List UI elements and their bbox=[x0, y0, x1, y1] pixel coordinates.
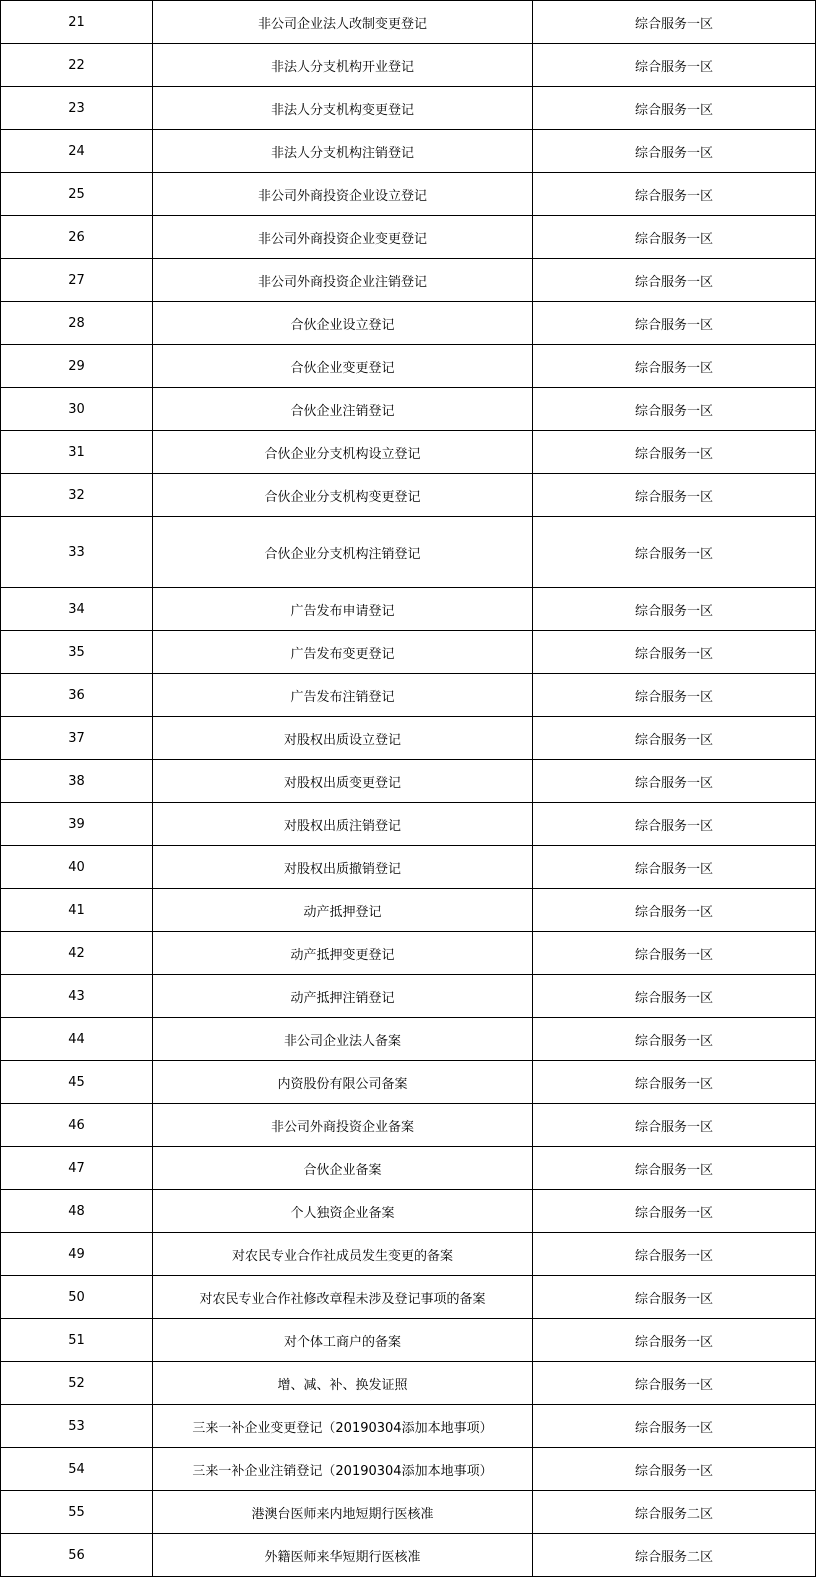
row-number: 30 bbox=[1, 388, 153, 431]
service-name: 三来一补企业变更登记（20190304添加本地事项） bbox=[153, 1405, 533, 1448]
row-number: 41 bbox=[1, 889, 153, 932]
table-row bbox=[1, 130, 816, 173]
table-row bbox=[1, 1, 816, 44]
table-row bbox=[1, 87, 816, 130]
table-row bbox=[1, 1362, 816, 1405]
table-row bbox=[1, 760, 816, 803]
service-area: 综合服务一区 bbox=[533, 173, 816, 216]
service-name: 非公司外商投资企业变更登记 bbox=[153, 216, 533, 259]
table-row bbox=[1, 1534, 816, 1577]
service-name: 广告发布申请登记 bbox=[153, 588, 533, 631]
table-row bbox=[1, 674, 816, 717]
service-area: 综合服务一区 bbox=[533, 517, 816, 588]
service-area: 综合服务一区 bbox=[533, 130, 816, 173]
service-name: 港澳台医师来内地短期行医核准 bbox=[153, 1491, 533, 1534]
row-number: 27 bbox=[1, 259, 153, 302]
table-row bbox=[1, 1190, 816, 1233]
table-row bbox=[1, 345, 816, 388]
row-number: 35 bbox=[1, 631, 153, 674]
table-row bbox=[1, 1018, 816, 1061]
row-number: 23 bbox=[1, 87, 153, 130]
service-area: 综合服务一区 bbox=[533, 302, 816, 345]
service-area: 综合服务一区 bbox=[533, 388, 816, 431]
table-row bbox=[1, 431, 816, 474]
service-area: 综合服务一区 bbox=[533, 1018, 816, 1061]
service-area: 综合服务一区 bbox=[533, 1190, 816, 1233]
service-name: 非法人分支机构开业登记 bbox=[153, 44, 533, 87]
service-name: 合伙企业分支机构变更登记 bbox=[153, 474, 533, 517]
service-area: 综合服务一区 bbox=[533, 588, 816, 631]
table-row bbox=[1, 1319, 816, 1362]
service-area: 综合服务一区 bbox=[533, 44, 816, 87]
service-area: 综合服务一区 bbox=[533, 803, 816, 846]
table-row bbox=[1, 474, 816, 517]
service-name: 非法人分支机构变更登记 bbox=[153, 87, 533, 130]
service-name: 合伙企业设立登记 bbox=[153, 302, 533, 345]
table-row bbox=[1, 803, 816, 846]
service-name: 合伙企业分支机构设立登记 bbox=[153, 431, 533, 474]
row-number: 44 bbox=[1, 1018, 153, 1061]
service-area: 综合服务二区 bbox=[533, 1491, 816, 1534]
row-number: 28 bbox=[1, 302, 153, 345]
row-number: 56 bbox=[1, 1534, 153, 1577]
table-row bbox=[1, 44, 816, 87]
row-number: 33 bbox=[1, 517, 153, 588]
row-number: 29 bbox=[1, 345, 153, 388]
service-name: 三来一补企业注销登记（20190304添加本地事项） bbox=[153, 1448, 533, 1491]
row-number: 45 bbox=[1, 1061, 153, 1104]
service-name: 非法人分支机构注销登记 bbox=[153, 130, 533, 173]
table-row bbox=[1, 259, 816, 302]
service-area: 综合服务一区 bbox=[533, 1319, 816, 1362]
service-area: 综合服务一区 bbox=[533, 87, 816, 130]
service-area: 综合服务一区 bbox=[533, 259, 816, 302]
table-row bbox=[1, 631, 816, 674]
service-area: 综合服务一区 bbox=[533, 1448, 816, 1491]
service-name: 非公司外商投资企业备案 bbox=[153, 1104, 533, 1147]
service-area: 综合服务一区 bbox=[533, 975, 816, 1018]
row-number: 31 bbox=[1, 431, 153, 474]
service-name: 广告发布变更登记 bbox=[153, 631, 533, 674]
row-number: 36 bbox=[1, 674, 153, 717]
row-number: 52 bbox=[1, 1362, 153, 1405]
table-row bbox=[1, 717, 816, 760]
row-number: 55 bbox=[1, 1491, 153, 1534]
service-area: 综合服务一区 bbox=[533, 1104, 816, 1147]
table-row bbox=[1, 1276, 816, 1319]
service-area: 综合服务一区 bbox=[533, 216, 816, 259]
row-number: 39 bbox=[1, 803, 153, 846]
row-number: 47 bbox=[1, 1147, 153, 1190]
service-area: 综合服务一区 bbox=[533, 1233, 816, 1276]
service-area: 综合服务一区 bbox=[533, 932, 816, 975]
table-row bbox=[1, 889, 816, 932]
row-number: 53 bbox=[1, 1405, 153, 1448]
row-number: 40 bbox=[1, 846, 153, 889]
row-number: 24 bbox=[1, 130, 153, 173]
service-name: 非公司企业法人改制变更登记 bbox=[153, 1, 533, 44]
row-number: 43 bbox=[1, 975, 153, 1018]
table-row bbox=[1, 1233, 816, 1276]
table-row bbox=[1, 302, 816, 345]
service-name: 动产抵押注销登记 bbox=[153, 975, 533, 1018]
service-name: 合伙企业变更登记 bbox=[153, 345, 533, 388]
row-number: 25 bbox=[1, 173, 153, 216]
table-row bbox=[1, 517, 816, 588]
service-area: 综合服务一区 bbox=[533, 631, 816, 674]
table-row bbox=[1, 1061, 816, 1104]
table-row bbox=[1, 588, 816, 631]
service-name: 对个体工商户的备案 bbox=[153, 1319, 533, 1362]
row-number: 50 bbox=[1, 1276, 153, 1319]
row-number: 48 bbox=[1, 1190, 153, 1233]
service-name: 非公司外商投资企业设立登记 bbox=[153, 173, 533, 216]
row-number: 21 bbox=[1, 1, 153, 44]
service-area: 综合服务二区 bbox=[533, 1534, 816, 1577]
service-area: 综合服务一区 bbox=[533, 717, 816, 760]
service-area: 综合服务一区 bbox=[533, 889, 816, 932]
service-area: 综合服务一区 bbox=[533, 1, 816, 44]
service-area: 综合服务一区 bbox=[533, 760, 816, 803]
table-row bbox=[1, 975, 816, 1018]
service-name: 外籍医师来华短期行医核准 bbox=[153, 1534, 533, 1577]
table-row bbox=[1, 388, 816, 431]
table-row bbox=[1, 216, 816, 259]
table-row bbox=[1, 1491, 816, 1534]
service-area: 综合服务一区 bbox=[533, 1061, 816, 1104]
service-name: 对股权出质变更登记 bbox=[153, 760, 533, 803]
table-row bbox=[1, 1448, 816, 1491]
row-number: 49 bbox=[1, 1233, 153, 1276]
service-name: 动产抵押变更登记 bbox=[153, 932, 533, 975]
row-number: 54 bbox=[1, 1448, 153, 1491]
service-area: 综合服务一区 bbox=[533, 674, 816, 717]
table-row bbox=[1, 846, 816, 889]
row-number: 26 bbox=[1, 216, 153, 259]
row-number: 37 bbox=[1, 717, 153, 760]
row-number: 51 bbox=[1, 1319, 153, 1362]
service-name: 动产抵押登记 bbox=[153, 889, 533, 932]
service-name: 对农民专业合作社成员发生变更的备案 bbox=[153, 1233, 533, 1276]
service-area: 综合服务一区 bbox=[533, 474, 816, 517]
service-area: 综合服务一区 bbox=[533, 846, 816, 889]
service-area: 综合服务一区 bbox=[533, 1362, 816, 1405]
service-name: 个人独资企业备案 bbox=[153, 1190, 533, 1233]
service-name: 内资股份有限公司备案 bbox=[153, 1061, 533, 1104]
service-name: 非公司企业法人备案 bbox=[153, 1018, 533, 1061]
row-number: 32 bbox=[1, 474, 153, 517]
table-body bbox=[1, 1, 816, 1577]
row-number: 38 bbox=[1, 760, 153, 803]
service-name: 增、减、补、换发证照 bbox=[153, 1362, 533, 1405]
row-number: 42 bbox=[1, 932, 153, 975]
service-name: 合伙企业备案 bbox=[153, 1147, 533, 1190]
service-name: 合伙企业分支机构注销登记 bbox=[153, 517, 533, 588]
service-area: 综合服务一区 bbox=[533, 1276, 816, 1319]
row-number: 46 bbox=[1, 1104, 153, 1147]
service-name: 广告发布注销登记 bbox=[153, 674, 533, 717]
service-name: 对股权出质注销登记 bbox=[153, 803, 533, 846]
service-area: 综合服务一区 bbox=[533, 345, 816, 388]
table-row bbox=[1, 1405, 816, 1448]
table-row bbox=[1, 1104, 816, 1147]
service-name: 对农民专业合作社修改章程未涉及登记事项的备案 bbox=[153, 1276, 533, 1319]
service-name: 非公司外商投资企业注销登记 bbox=[153, 259, 533, 302]
table-row bbox=[1, 1147, 816, 1190]
service-name: 对股权出质设立登记 bbox=[153, 717, 533, 760]
service-area: 综合服务一区 bbox=[533, 431, 816, 474]
table-row bbox=[1, 173, 816, 216]
service-area: 综合服务一区 bbox=[533, 1405, 816, 1448]
service-area: 综合服务一区 bbox=[533, 1147, 816, 1190]
service-name: 对股权出质撤销登记 bbox=[153, 846, 533, 889]
service-name: 合伙企业注销登记 bbox=[153, 388, 533, 431]
row-number: 34 bbox=[1, 588, 153, 631]
table-row bbox=[1, 932, 816, 975]
row-number: 22 bbox=[1, 44, 153, 87]
